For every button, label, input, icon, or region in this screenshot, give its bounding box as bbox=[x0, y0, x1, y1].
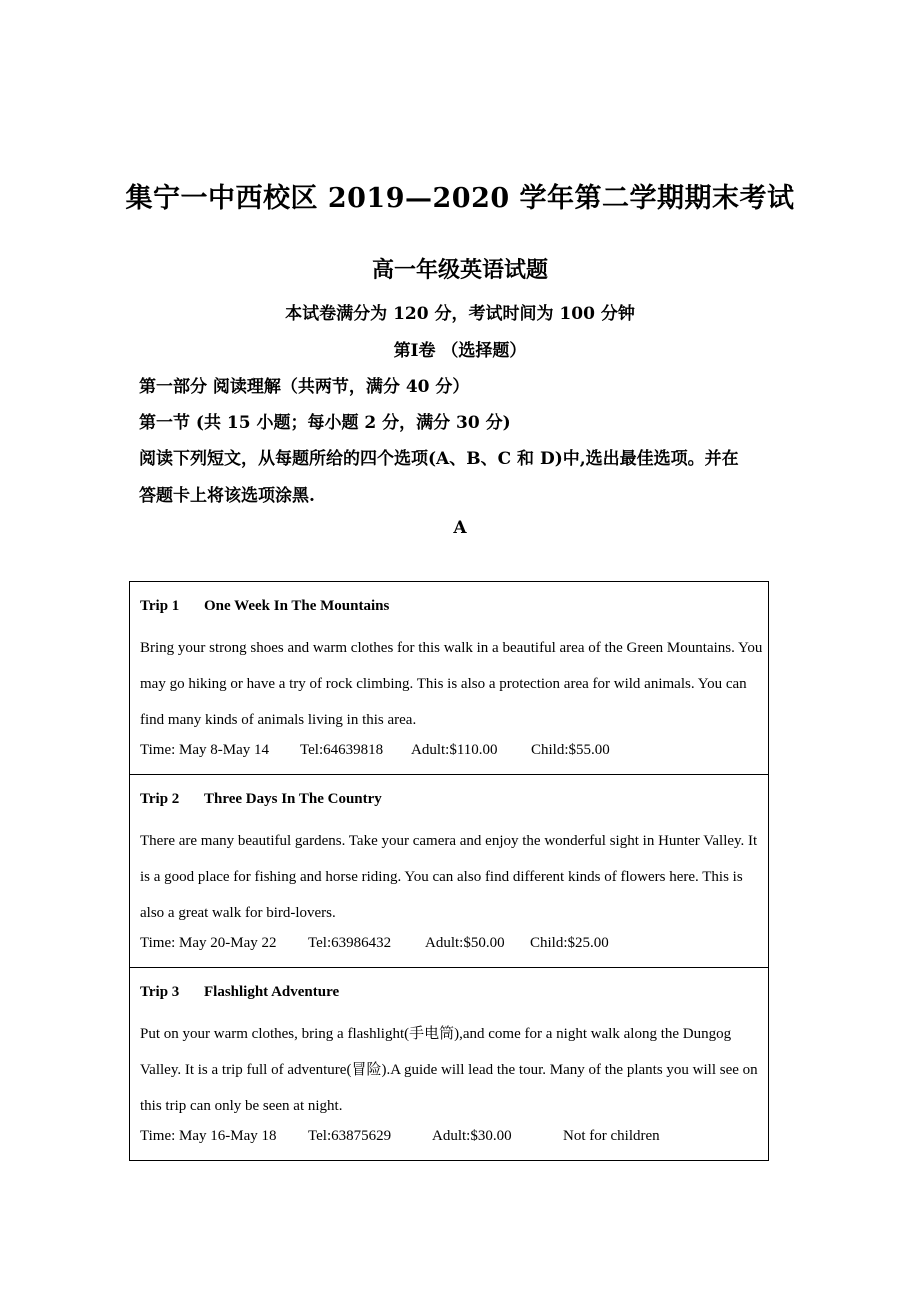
trip-name: Flashlight Adventure bbox=[204, 984, 340, 1000]
trip-heading bbox=[140, 984, 339, 1001]
trip-tel: Tel:63986432 bbox=[308, 935, 392, 951]
trip-row bbox=[130, 775, 768, 968]
trip-heading bbox=[140, 791, 382, 808]
trip-number: Trip 3 bbox=[140, 984, 180, 1000]
trip-number: Trip 2 bbox=[140, 791, 180, 807]
instruction-line-1: 阅读下列短文，从每题所给的四个选项(A、B、C 和 D)中,选出最佳选项。并在 bbox=[139, 449, 739, 469]
trip-name: Three Days In The Country bbox=[204, 791, 382, 807]
trip-time: Time: May 8-May 14 bbox=[140, 742, 270, 758]
trip-details bbox=[140, 1128, 660, 1145]
trip-adult-price: Adult:$30.00 bbox=[432, 1128, 512, 1144]
volume-heading: 第I卷 （选择题） bbox=[393, 341, 527, 361]
trip-tel: Tel:64639818 bbox=[300, 742, 384, 758]
trip-child-price: Not for children bbox=[563, 1128, 660, 1144]
passage-label: A bbox=[453, 518, 467, 538]
trip-table bbox=[129, 581, 769, 1161]
exam-title: 集宁一中西校区 2019—2020 学年第二学期期末考试 bbox=[125, 183, 795, 214]
trip-tel: Tel:63875629 bbox=[308, 1128, 392, 1144]
trip-description: There are many beautiful gardens. Take your camera and enjoy the wonderful sight in Hunter Valley. It is a good place for fishing and horse riding. You can also find different kinds of flowers here. This is also a great walk for bird-lovers. bbox=[140, 833, 758, 921]
trip-details bbox=[140, 935, 609, 952]
trip-time: Time: May 20-May 22 bbox=[140, 935, 277, 951]
trip-heading bbox=[140, 598, 389, 615]
trip-name: One Week In The Mountains bbox=[204, 598, 390, 614]
instruction-line-2: 答题卡上将该选项涂黑. bbox=[139, 486, 315, 506]
part-heading: 第一部分 阅读理解（共两节，满分 40 分） bbox=[139, 377, 470, 397]
trip-child-price: Child:$55.00 bbox=[531, 742, 610, 758]
trip-adult-price: Adult:$110.00 bbox=[411, 742, 498, 758]
trip-number: Trip 1 bbox=[140, 598, 180, 614]
trip-description: Bring your strong shoes and warm clothes for this walk in a beautiful area of the Green Mountains. You may go hiking or have a try of rock climbing. This is also a protection area for wild animals. You can find many kinds of animals living in this area. bbox=[140, 640, 763, 728]
exam-subtitle: 高一年级英语试题 bbox=[371, 257, 548, 283]
exam-info: 本试卷满分为 120 分，考试时间为 100 分钟 bbox=[285, 304, 635, 324]
trip-row bbox=[130, 968, 768, 1160]
trip-details bbox=[140, 742, 610, 759]
trip-description: Put on your warm clothes, bring a flashlight(手电筒),and come for a night walk along the Dungog Valley. It is a trip full of adventure(冒险).A guide will lead the tour. Many of the plants you will see on this trip can only be seen at night. bbox=[140, 1026, 758, 1114]
section-heading: 第一节 (共 15 小题；每小题 2 分，满分 30 分) bbox=[139, 413, 511, 433]
trip-time: Time: May 16-May 18 bbox=[140, 1128, 277, 1144]
trip-row bbox=[130, 582, 768, 775]
trip-child-price: Child:$25.00 bbox=[530, 935, 609, 951]
trip-adult-price: Adult:$50.00 bbox=[425, 935, 505, 951]
